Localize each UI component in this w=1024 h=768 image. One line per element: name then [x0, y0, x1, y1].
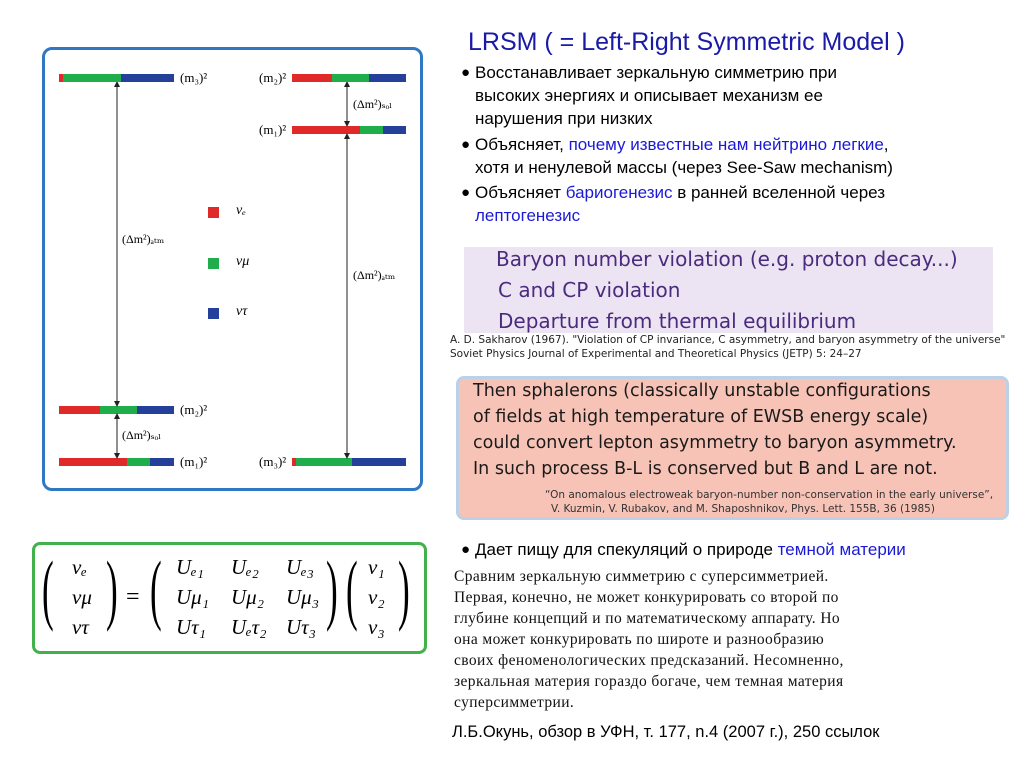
- bullet-text-line: хотя и ненулевой массы (через See-Saw mechanism): [475, 158, 893, 177]
- sphaleron-box: [456, 376, 1009, 520]
- u-mu1: Uμ₁: [176, 585, 210, 609]
- slide-title: LRSM ( = Left-Right Symmetric Model ): [468, 28, 905, 56]
- paren-matrix-open: (: [150, 545, 162, 632]
- bullet-light-neutrinos: [461, 133, 995, 179]
- bullet-text-line: нарушения при низких: [475, 109, 653, 128]
- label-dm2-sol-left: (Δm²)ₛₒₗ: [122, 428, 162, 442]
- bullet-text-line: Объясняет, почему известные нам нейтрино легкие,: [475, 135, 889, 154]
- quote-line: суперсимметрии.: [454, 694, 575, 711]
- okun-quote: [454, 568, 844, 715]
- legend-label-numu: νμ: [236, 254, 250, 269]
- quote-line: своих феноменологических предсказаний. Несомненно,: [454, 652, 844, 669]
- u-mu2: Uμ₂: [231, 585, 265, 609]
- bullet-text-line: высоких энергиях и описывает механизм ее: [475, 86, 823, 105]
- mass-vector: [368, 552, 385, 642]
- u-tau2: Uₑτ₂: [231, 615, 267, 639]
- level-m2-right: [292, 74, 406, 82]
- label-m3-right: (m₃)²: [259, 454, 287, 469]
- bullet-dot: ●: [461, 64, 471, 81]
- label-dm2-atm-left: (Δm²)ₐₜₘ: [122, 232, 165, 246]
- sakharov-condition-3: Departure from thermal equilibrium: [498, 309, 857, 333]
- bullet-baryogenesis: [461, 181, 995, 227]
- paren-left-open: (: [42, 545, 54, 632]
- quote-line: зеркальная материя гораздо богаче, чем темная материя: [454, 673, 844, 690]
- sphaleron-reference-authors: V. Kuzmin, V. Rubakov, and M. Shaposhnikov, Phys. Lett. 155B, 36 (1985): [551, 503, 935, 515]
- label-m3-left: (m₃)²: [180, 70, 208, 85]
- bullet-dark-matter: [461, 538, 995, 561]
- highlight-text: темной материи: [777, 540, 906, 559]
- equals-sign: =: [126, 584, 140, 610]
- bullet-text-line: Объясняет бариогенезис в ранней вселенной через: [475, 183, 886, 202]
- flavor-tau: ντ: [72, 615, 89, 639]
- arrows-right: [340, 82, 354, 462]
- bullet-dot: ●: [461, 184, 471, 201]
- legend-swatch-nutau: [208, 308, 219, 319]
- highlight-text: почему известные нам нейтрино легкие: [568, 135, 884, 154]
- label-m1-right: (m₁)²: [259, 122, 287, 137]
- flavor-e: νₑ: [72, 555, 87, 579]
- u-row-tau: [176, 612, 331, 642]
- legend-swatch-nue: [208, 207, 219, 218]
- bullet-text-line: Восстанавливает зеркальную симметрию при: [475, 63, 837, 82]
- sphaleron-line: In such process B-L is conserved but B and L are not.: [473, 459, 938, 479]
- mass-1: ν₁: [368, 555, 385, 579]
- u-e2: Uₑ₂: [231, 555, 259, 579]
- sphaleron-line: of fields at high temperature of EWSB energy scale): [473, 407, 929, 427]
- bullet-text-line: Дает пищу для спекуляций о природе темной материи: [475, 540, 906, 559]
- sakharov-conditions-box: [464, 247, 993, 333]
- paren-left-close: ): [106, 545, 118, 632]
- sphaleron-line: Then sphalerons (classically unstable configurations: [473, 381, 931, 401]
- legend-label-nutau: ντ: [236, 304, 248, 319]
- flavor-mu: νμ: [72, 585, 92, 609]
- u-e1: Uₑ₁: [176, 555, 204, 579]
- reference-line: Soviet Physics Journal of Experimental and Theoretical Physics (JETP) 5: 24–27: [450, 348, 862, 360]
- flavor-vector: [72, 552, 92, 642]
- sphaleron-reference-title: “On anomalous electroweak baryon-number non-conservation in the early universe”,: [545, 489, 994, 501]
- level-m3-left: [59, 74, 174, 82]
- legend-label-nue: νₑ: [236, 203, 246, 218]
- label-dm2-atm-right: (Δm²)ₐₜₘ: [353, 268, 396, 282]
- reference-line: A. D. Sakharov (1967). "Violation of CP invariance, C asymmetry, and baryon asymmetry of the universe": [450, 334, 1006, 346]
- u-row-mu: [176, 582, 331, 612]
- u-e3: Uₑ₃: [286, 555, 314, 579]
- paren-matrix-close: ): [326, 545, 338, 632]
- quote-line: глубине концепций и по математическому аппарату. Но: [454, 610, 841, 627]
- quote-line: она может конкурировать по широте и разнообразию: [454, 631, 825, 648]
- bullet-dot: ●: [461, 136, 471, 153]
- quote-line: Сравним зеркальную симметрию с суперсимметрией.: [454, 568, 829, 585]
- paren-right-open: (: [346, 545, 358, 632]
- paren-right-close: ): [398, 545, 410, 632]
- sphaleron-line: could convert lepton asymmetry to baryon asymmetry.: [473, 433, 957, 453]
- u-tau3: Uτ₃: [286, 615, 316, 639]
- label-dm2-sol-right: (Δm²)ₛₒₗ: [353, 97, 393, 111]
- u-tau1: Uτ₁: [176, 615, 206, 639]
- u-matrix: [176, 552, 331, 642]
- sakharov-condition-2: C and CP violation: [498, 278, 681, 302]
- legend-swatch-numu: [208, 258, 219, 269]
- mass-2: ν₂: [368, 585, 385, 609]
- quote-line: Первая, конечно, не может конкурировать со второй по: [454, 589, 839, 606]
- u-row-e: [176, 552, 331, 582]
- label-m2-right: (m₂)²: [259, 70, 287, 85]
- sakharov-condition-1: Baryon number violation (e.g. proton decay...): [496, 247, 958, 271]
- label-m1-left: (m₁)²: [180, 454, 208, 469]
- bullet-dot: ●: [461, 541, 471, 558]
- highlight-text: лептогенезис: [475, 206, 581, 225]
- arrows-left: [110, 82, 124, 462]
- bullet-mirror-symmetry: [461, 61, 995, 130]
- okun-citation: Л.Б.Окунь, обзор в УФН, т. 177, n.4 (2007 г.), 250 ссылок: [452, 723, 880, 741]
- mass-3: ν₃: [368, 615, 385, 639]
- sakharov-reference: [450, 333, 1005, 361]
- highlight-text: бариогенезис: [565, 183, 673, 202]
- label-m2-left: (m₂)²: [180, 402, 208, 417]
- u-mu3: Uμ₃: [286, 585, 320, 609]
